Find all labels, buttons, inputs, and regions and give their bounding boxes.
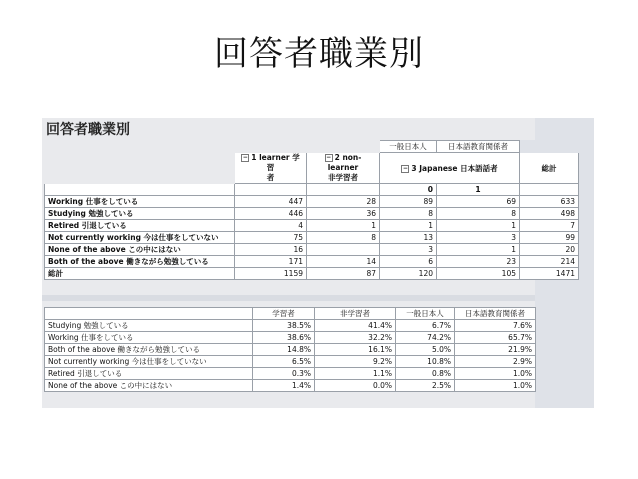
cell: 498 xyxy=(520,208,579,220)
cell: 1 xyxy=(437,244,520,256)
row-label: Retired 引退している xyxy=(45,368,253,380)
cell: 8 xyxy=(307,232,380,244)
sub-header-1: 1 xyxy=(437,184,520,196)
cell: 20 xyxy=(520,244,579,256)
cell: 74.2% xyxy=(396,332,455,344)
col-header-teaching-staff: 日本語教育関係者 xyxy=(455,308,536,320)
cell: 447 xyxy=(235,196,307,208)
group-header-japanese: − 3 Japanese 日本語話者 xyxy=(380,153,520,184)
col-header-total: 総計 xyxy=(520,153,579,184)
cell: 6 xyxy=(380,256,437,268)
cell: 38.6% xyxy=(253,332,315,344)
row-label: Not currently working 今は仕事をしていない xyxy=(45,356,253,368)
cell: 3 xyxy=(380,244,437,256)
col-header-teaching-staff: 日本語教育関係者 xyxy=(437,141,520,153)
col-header-general-japanese: 一般日本人 xyxy=(380,141,437,153)
cell: 1159 xyxy=(235,268,307,280)
cell: 87 xyxy=(307,268,380,280)
cell: 1 xyxy=(437,220,520,232)
table-row xyxy=(45,232,579,244)
cell: 3 xyxy=(437,232,520,244)
cell: 7.6% xyxy=(455,320,536,332)
cell: 1.0% xyxy=(455,380,536,392)
cell: 4 xyxy=(235,220,307,232)
col-header-learner: 学習者 xyxy=(253,308,315,320)
cell: 8 xyxy=(437,208,520,220)
cell: 6.7% xyxy=(396,320,455,332)
table-row xyxy=(45,320,536,332)
table-row xyxy=(45,196,579,208)
row-label: Studying 勉強している xyxy=(45,208,235,220)
table-row xyxy=(45,368,536,380)
group-header-nonlearner: − 2 non-learner 非学習者 xyxy=(307,153,380,184)
table-row xyxy=(45,256,579,268)
counts-table xyxy=(44,140,579,280)
row-label: Both of the above 働きながら勉強している xyxy=(45,344,253,356)
table-row xyxy=(45,244,579,256)
cell: 1 xyxy=(380,220,437,232)
sheet-title: 回答者職業別 xyxy=(46,122,130,138)
sub-header-0: 0 xyxy=(380,184,437,196)
cell: 0.0% xyxy=(315,380,396,392)
table-row xyxy=(45,380,536,392)
group-header-learner: − 1 learner 学習 者 xyxy=(235,153,307,184)
cell: 21.9% xyxy=(455,344,536,356)
cell: 16.1% xyxy=(315,344,396,356)
cell: 69 xyxy=(437,196,520,208)
cell: 0.8% xyxy=(396,368,455,380)
cell: 23 xyxy=(437,256,520,268)
cell: 65.7% xyxy=(455,332,536,344)
row-label: Not currently working 今は仕事をしていない xyxy=(45,232,235,244)
row-label: Retired 引退している xyxy=(45,220,235,232)
table-row xyxy=(45,208,579,220)
cell xyxy=(307,244,380,256)
cell: 1 xyxy=(307,220,380,232)
cell: 89 xyxy=(380,196,437,208)
cell: 1.0% xyxy=(455,368,536,380)
cell: 9.2% xyxy=(315,356,396,368)
cell: 32.2% xyxy=(315,332,396,344)
cell: 5.0% xyxy=(396,344,455,356)
row-label: Studying 勉強している xyxy=(45,320,253,332)
table-row xyxy=(45,356,536,368)
cell: 10.8% xyxy=(396,356,455,368)
cell: 1.4% xyxy=(253,380,315,392)
cell: 633 xyxy=(520,196,579,208)
cell: 14 xyxy=(307,256,380,268)
row-label: Working 仕事をしている xyxy=(45,196,235,208)
cell: 8 xyxy=(380,208,437,220)
slide-title: 回答者職業別 xyxy=(214,34,424,74)
table-row-total xyxy=(45,268,579,280)
cell: 171 xyxy=(235,256,307,268)
row-label: None of the above この中にはない xyxy=(45,380,253,392)
cell: 105 xyxy=(437,268,520,280)
cell: 2.5% xyxy=(396,380,455,392)
cell: 1.1% xyxy=(315,368,396,380)
collapse-icon[interactable]: − xyxy=(326,154,332,161)
cell: 99 xyxy=(520,232,579,244)
cell: 1471 xyxy=(520,268,579,280)
cell: 6.5% xyxy=(253,356,315,368)
cell: 41.4% xyxy=(315,320,396,332)
cell: 446 xyxy=(235,208,307,220)
row-label: None of the above この中にはない xyxy=(45,244,235,256)
col-header-nonlearner: 非学習者 xyxy=(315,308,396,320)
table-row xyxy=(45,344,536,356)
cell: 2.9% xyxy=(455,356,536,368)
cell: 36 xyxy=(307,208,380,220)
col-header-general-japanese: 一般日本人 xyxy=(396,308,455,320)
cell: 75 xyxy=(235,232,307,244)
collapse-icon[interactable]: − xyxy=(402,164,408,172)
row-label: 総計 xyxy=(45,268,235,280)
row-label: Both of the above 働きながら勉強している xyxy=(45,256,235,268)
cell: 214 xyxy=(520,256,579,268)
table-separator xyxy=(42,295,535,301)
percent-table xyxy=(44,307,536,392)
cell: 7 xyxy=(520,220,579,232)
row-label: Working 仕事をしている xyxy=(45,332,253,344)
collapse-icon[interactable]: − xyxy=(242,154,248,161)
table-row xyxy=(45,220,579,232)
cell: 14.8% xyxy=(253,344,315,356)
cell: 0.3% xyxy=(253,368,315,380)
cell: 38.5% xyxy=(253,320,315,332)
cell: 28 xyxy=(307,196,380,208)
cell: 16 xyxy=(235,244,307,256)
table-row xyxy=(45,332,536,344)
cell: 13 xyxy=(380,232,437,244)
cell: 120 xyxy=(380,268,437,280)
